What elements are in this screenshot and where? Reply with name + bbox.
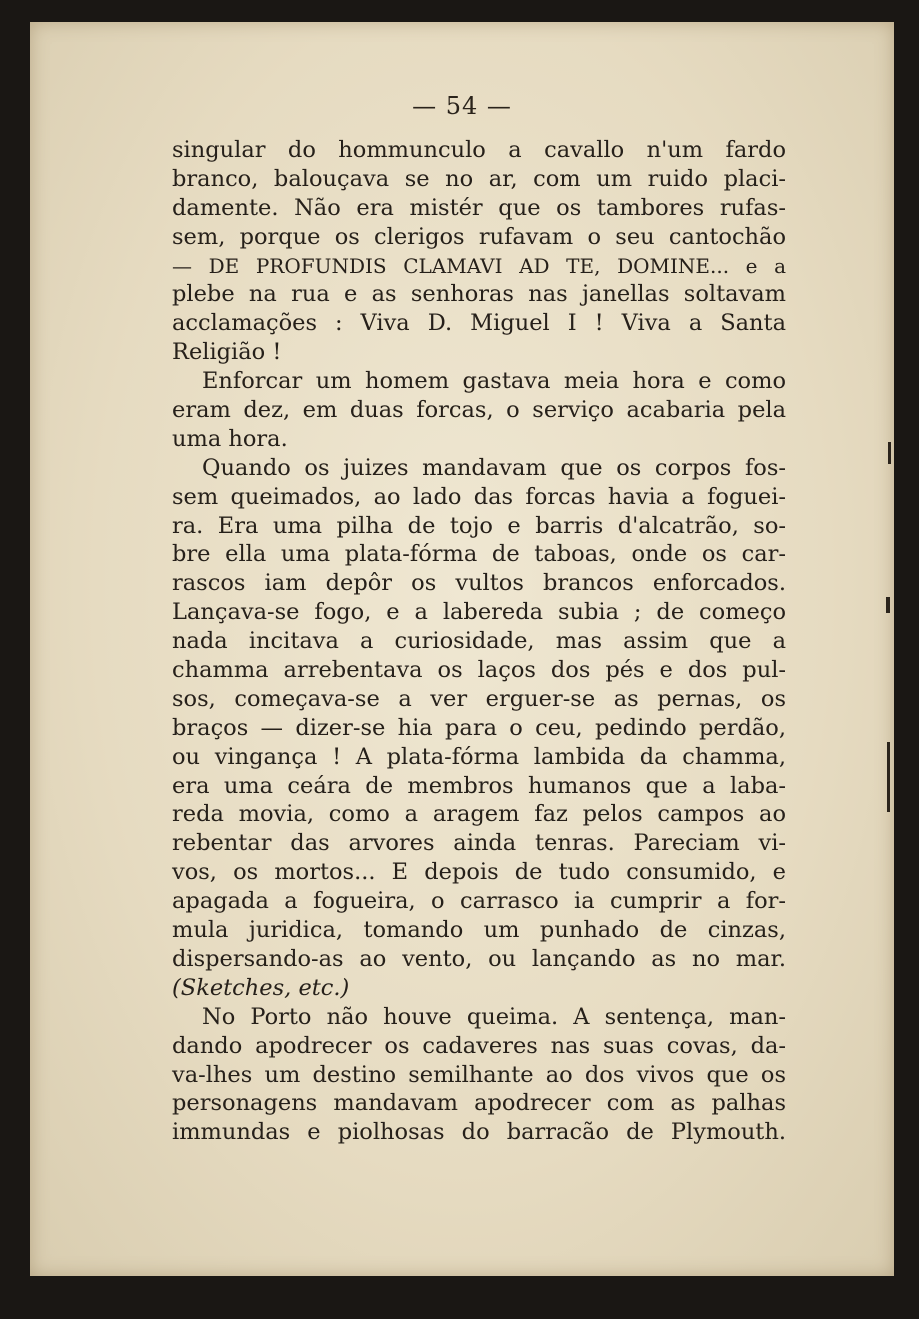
margin-tick-mark xyxy=(887,742,890,812)
text-line: rascos iam depôr os vultos brancos enforcados. xyxy=(172,570,786,597)
text-line: braços — dizer-se hia para o ceu, pedindo perdão, xyxy=(172,714,786,741)
text-line: singular do hommunculo a cavallo n'um fardo xyxy=(172,137,786,163)
text-line: immundas e piolhosas do barracão de Plymouth. xyxy=(172,1119,786,1146)
text-line: sem, porque os clerigos rufavam o seu cantochão xyxy=(172,223,786,250)
body-text xyxy=(172,136,786,1147)
text-line: sem queimados, ao lado das forcas havia a foguei- xyxy=(172,483,786,510)
text-line: reda movia, como a aragem faz pelos campos ao xyxy=(172,801,786,828)
text-line: uma hora. xyxy=(172,425,288,452)
text-line: eram dez, em duas forcas, o serviço acabaria pela xyxy=(172,397,786,424)
text-line: ra. Era uma pilha de tojo e barris d'alcatrão, so- xyxy=(172,512,786,539)
text-line: era uma ceára de membros humanos que a laba- xyxy=(172,772,786,799)
text-line: Enforcar um homem gastava meia hora e como xyxy=(202,368,786,395)
margin-tick-mark xyxy=(886,597,890,613)
margin-tick-mark xyxy=(888,442,891,464)
page-number: — 54 — xyxy=(412,92,512,120)
text-line: plebe na rua e as senhoras nas janellas soltavam xyxy=(172,281,786,308)
book-page xyxy=(30,22,894,1276)
text-line-latin-quote: — DE PROFUNDIS CLAMAVI AD TE, DOMINE... e a xyxy=(172,253,786,278)
text-line: Religião ! xyxy=(172,339,282,366)
text-line: sos, começava-se a ver erguer-se as pernas, os xyxy=(172,685,786,712)
text-line: ou vingança ! A plata-fórma lambida da chamma, xyxy=(172,743,786,770)
text-line: vos, os mortos... E depois de tudo consumido, e xyxy=(172,859,786,886)
text-line: rebentar das arvores ainda tenras. Pareciam vi- xyxy=(172,830,786,857)
text-line: personagens mandavam apodrecer com as palhas xyxy=(172,1090,786,1117)
text-line: Quando os juizes mandavam que os corpos fos- xyxy=(202,454,786,481)
text-line: mula juridica, tomando um punhado de cinzas, xyxy=(172,917,786,944)
text-line: nada incitava a curiosidade, mas assim que a xyxy=(172,628,786,655)
text-line: damente. Não era mistér que os tambores rufas- xyxy=(172,194,786,221)
text-line: chamma arrebentava os laços dos pés e dos pul- xyxy=(172,657,786,684)
text-line: dando apodrecer os cadaveres nas suas covas, da- xyxy=(172,1032,786,1059)
text-line: apagada a fogueira, o carrasco ia cumprir a for- xyxy=(172,888,786,915)
text-line: bre ella uma plata-fórma de taboas, onde os car- xyxy=(172,541,786,568)
text-line: branco, balouçava se no ar, com um ruido placi- xyxy=(172,165,786,192)
text-line: acclamações : Viva D. Miguel I ! Viva a Santa xyxy=(172,310,786,337)
text-line: va-lhes um destino semilhante ao dos vivos que os xyxy=(172,1061,786,1088)
text-line: No Porto não houve queima. A sentença, man- xyxy=(202,1003,786,1030)
text-line: Lançava-se fogo, e a labereda subia ; de começo xyxy=(172,599,786,626)
text-line: dispersando-as ao vento, ou lançando as no mar. xyxy=(172,945,786,972)
text-line-citation: (Sketches, etc.) xyxy=(172,974,350,1001)
